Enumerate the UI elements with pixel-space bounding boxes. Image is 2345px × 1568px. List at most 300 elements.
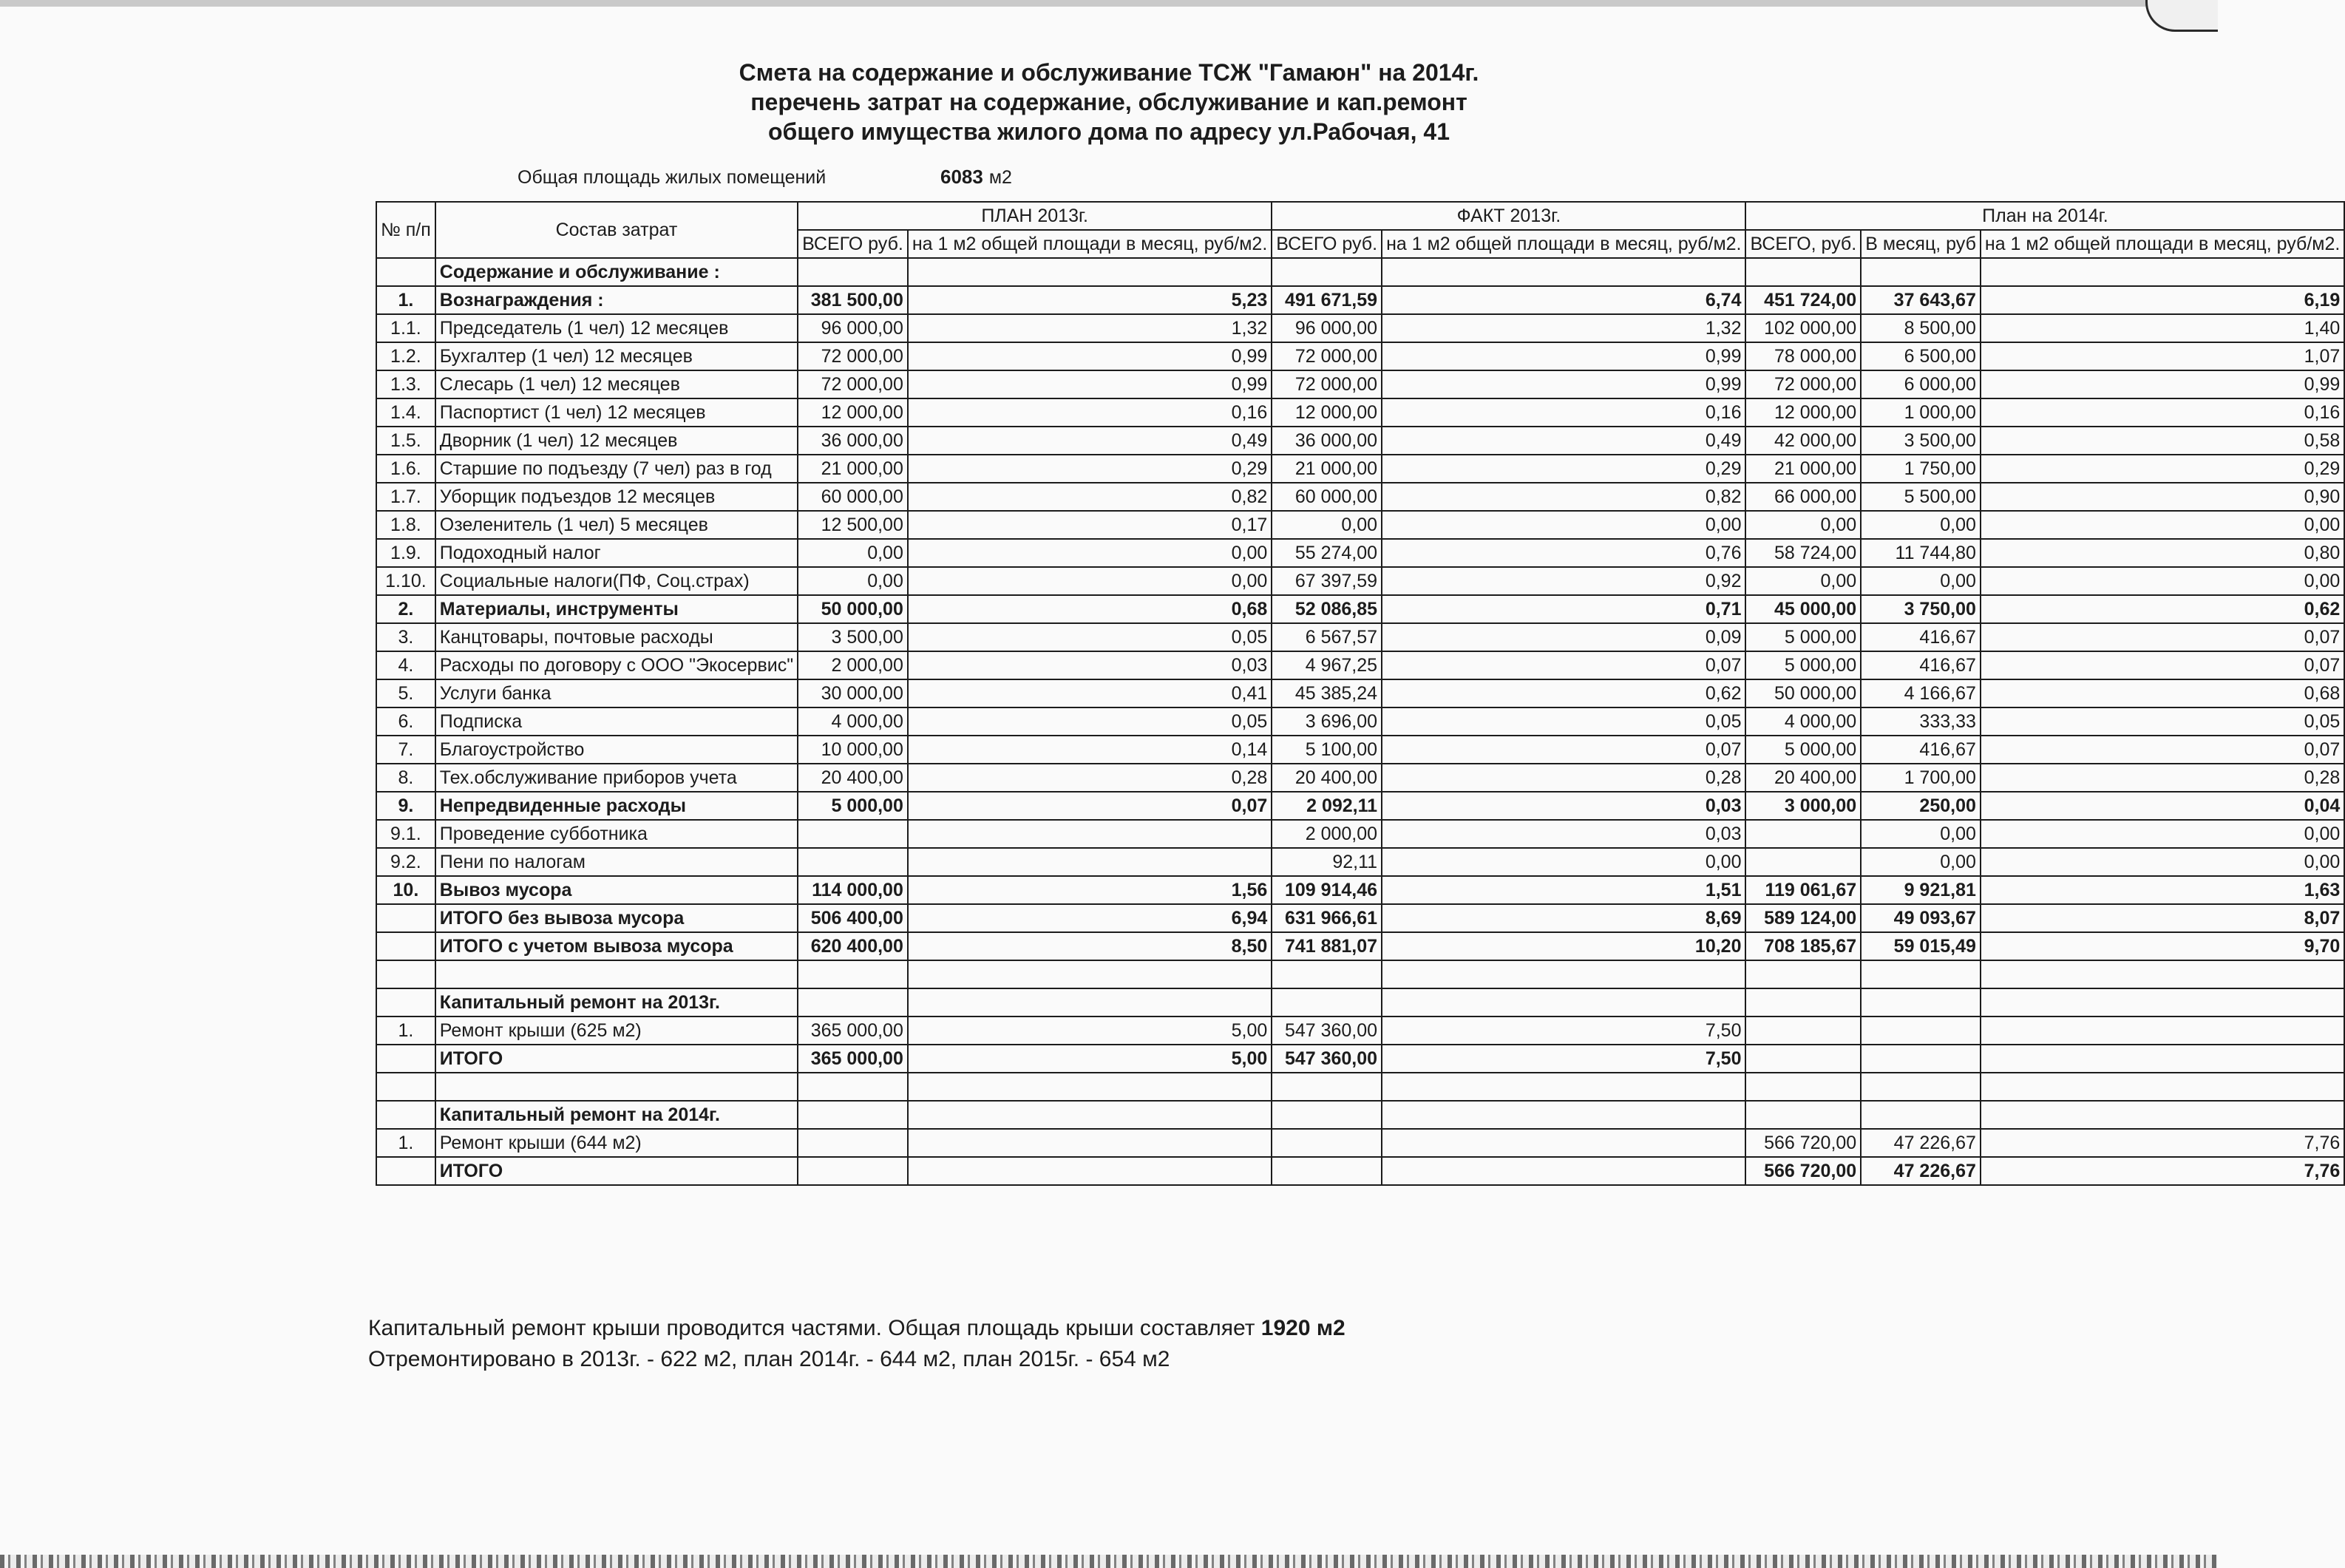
cell-plan-per-m2: 0,41 — [908, 679, 1272, 707]
cell-2014-month: 11 744,80 — [1861, 539, 1981, 567]
cell-fact-total: 36 000,00 — [1272, 427, 1382, 455]
table-row — [376, 848, 2344, 876]
cell-2014-per-m2 — [1981, 960, 2344, 988]
table-row — [376, 623, 2344, 651]
cell-2014-total: 451 724,00 — [1745, 286, 1861, 314]
cell-plan-total — [798, 988, 908, 1017]
living-area-unit: м2 — [988, 167, 1012, 188]
cell-cost-item: Старшие по подъезду (7 чел) раз в год — [435, 455, 798, 483]
cell-fact-total: 0,00 — [1272, 511, 1382, 539]
cell-plan-total: 20 400,00 — [798, 764, 908, 792]
cell-fact-total — [1272, 258, 1382, 286]
cell-2014-month: 1 750,00 — [1861, 455, 1981, 483]
cell-2014-per-m2 — [1981, 988, 2344, 1017]
cell-number: 5. — [376, 679, 435, 707]
cell-number: 7. — [376, 736, 435, 764]
table-row — [376, 511, 2344, 539]
header-plan-2014: План на 2014г. — [1745, 202, 2344, 230]
cell-fact-total: 491 671,59 — [1272, 286, 1382, 314]
cell-2014-per-m2 — [1981, 1073, 2344, 1101]
cell-number: 1.9. — [376, 539, 435, 567]
cell-number: 1.3. — [376, 370, 435, 398]
cell-number: 1.5. — [376, 427, 435, 455]
table-row — [376, 988, 2344, 1017]
cell-2014-total: 4 000,00 — [1745, 707, 1861, 736]
cell-plan-total: 0,00 — [798, 567, 908, 595]
cell-cost-item: Материалы, инструменты — [435, 595, 798, 623]
table-row — [376, 904, 2344, 932]
cell-plan-total: 381 500,00 — [798, 286, 908, 314]
cell-2014-month: 37 643,67 — [1861, 286, 1981, 314]
cell-plan-per-m2: 0,14 — [908, 736, 1272, 764]
cell-fact-per-m2 — [1382, 1129, 1745, 1157]
cell-plan-total: 72 000,00 — [798, 342, 908, 370]
table-row — [376, 679, 2344, 707]
cell-plan-per-m2: 0,03 — [908, 651, 1272, 679]
cell-cost-item: Бухгалтер (1 чел) 12 месяцев — [435, 342, 798, 370]
cell-2014-per-m2: 7,76 — [1981, 1129, 2344, 1157]
cell-plan-per-m2 — [908, 988, 1272, 1017]
cell-plan-per-m2: 5,00 — [908, 1017, 1272, 1045]
cell-fact-per-m2: 0,29 — [1382, 455, 1745, 483]
cell-2014-month: 6 000,00 — [1861, 370, 1981, 398]
cell-plan-per-m2 — [908, 1101, 1272, 1129]
cell-fact-per-m2: 0,92 — [1382, 567, 1745, 595]
cell-plan-per-m2: 0,17 — [908, 511, 1272, 539]
cell-2014-month: 3 750,00 — [1861, 595, 1981, 623]
cell-2014-per-m2: 1,07 — [1981, 342, 2344, 370]
cell-plan-total: 10 000,00 — [798, 736, 908, 764]
cell-2014-month: 416,67 — [1861, 651, 1981, 679]
cell-cost-item: ИТОГО без вывоза мусора — [435, 904, 798, 932]
cell-2014-total: 102 000,00 — [1745, 314, 1861, 342]
cell-plan-total: 12 500,00 — [798, 511, 908, 539]
cell-2014-total: 78 000,00 — [1745, 342, 1861, 370]
cell-plan-total: 30 000,00 — [798, 679, 908, 707]
header-group-row — [376, 202, 2344, 230]
cell-2014-month: 3 500,00 — [1861, 427, 1981, 455]
cell-cost-item: Капитальный ремонт на 2013г. — [435, 988, 798, 1017]
cell-2014-month: 9 921,81 — [1861, 876, 1981, 904]
cell-cost-item — [435, 1073, 798, 1101]
cell-fact-per-m2: 0,03 — [1382, 820, 1745, 848]
cell-fact-total: 72 000,00 — [1272, 370, 1382, 398]
cell-plan-per-m2: 0,29 — [908, 455, 1272, 483]
cell-number: 2. — [376, 595, 435, 623]
cell-2014-month: 0,00 — [1861, 567, 1981, 595]
cell-2014-month: 0,00 — [1861, 820, 1981, 848]
cell-plan-per-m2: 0,68 — [908, 595, 1272, 623]
cell-plan-per-m2: 0,16 — [908, 398, 1272, 427]
cell-plan-total: 36 000,00 — [798, 427, 908, 455]
cell-fact-per-m2: 0,99 — [1382, 370, 1745, 398]
cell-plan-total: 4 000,00 — [798, 707, 908, 736]
cell-plan-per-m2: 1,32 — [908, 314, 1272, 342]
cell-2014-per-m2: 0,00 — [1981, 511, 2344, 539]
cell-fact-per-m2 — [1382, 960, 1745, 988]
header-plan-per-m2: на 1 м2 общей площади в месяц, руб/м2. — [908, 230, 1272, 258]
cell-plan-total — [798, 960, 908, 988]
cell-plan-per-m2: 1,56 — [908, 876, 1272, 904]
cell-plan-total: 96 000,00 — [798, 314, 908, 342]
cell-2014-month: 333,33 — [1861, 707, 1981, 736]
cell-fact-total: 67 397,59 — [1272, 567, 1382, 595]
cell-2014-total — [1745, 1017, 1861, 1045]
cell-cost-item: Пени по налогам — [435, 848, 798, 876]
cell-plan-per-m2: 0,28 — [908, 764, 1272, 792]
table-row — [376, 398, 2344, 427]
table-row — [376, 483, 2344, 511]
title-line-3: общего имущества жилого дома по адресу ул.Рабочая, 41 — [767, 118, 1450, 145]
cell-2014-total: 708 185,67 — [1745, 932, 1861, 960]
cell-number: 10. — [376, 876, 435, 904]
budget-table-body — [376, 258, 2344, 1185]
cell-plan-total: 21 000,00 — [798, 455, 908, 483]
cell-number: 1. — [376, 286, 435, 314]
cell-2014-per-m2 — [1981, 1045, 2344, 1073]
cell-2014-total: 566 720,00 — [1745, 1129, 1861, 1157]
cell-fact-per-m2: 1,32 — [1382, 314, 1745, 342]
cell-plan-total: 365 000,00 — [798, 1017, 908, 1045]
table-row — [376, 1045, 2344, 1073]
cell-number: 6. — [376, 707, 435, 736]
cell-plan-total — [798, 1073, 908, 1101]
cell-2014-per-m2: 0,07 — [1981, 651, 2344, 679]
cell-fact-total: 631 966,61 — [1272, 904, 1382, 932]
cell-cost-item: Содержание и обслуживание : — [435, 258, 798, 286]
cell-number: 3. — [376, 623, 435, 651]
cell-plan-per-m2: 0,82 — [908, 483, 1272, 511]
header-cost-item: Состав затрат — [435, 202, 798, 258]
table-row — [376, 820, 2344, 848]
cell-number: 1.10. — [376, 567, 435, 595]
cell-plan-total — [798, 1157, 908, 1185]
cell-number: 1. — [376, 1017, 435, 1045]
cell-plan-per-m2: 8,50 — [908, 932, 1272, 960]
cell-2014-total: 72 000,00 — [1745, 370, 1861, 398]
table-row — [376, 567, 2344, 595]
cell-number: 9.1. — [376, 820, 435, 848]
cell-plan-total: 3 500,00 — [798, 623, 908, 651]
table-row — [376, 876, 2344, 904]
cell-fact-per-m2: 0,03 — [1382, 792, 1745, 820]
cell-fact-per-m2: 6,74 — [1382, 286, 1745, 314]
cell-cost-item: Проведение субботника — [435, 820, 798, 848]
cell-cost-item: Дворник (1 чел) 12 месяцев — [435, 427, 798, 455]
header-2014-total: ВСЕГО, руб. — [1745, 230, 1861, 258]
cell-cost-item: Подписка — [435, 707, 798, 736]
cell-2014-month — [1861, 258, 1981, 286]
cell-fact-per-m2: 0,62 — [1382, 679, 1745, 707]
header-2014-month: В месяц, руб — [1861, 230, 1981, 258]
footnote-line-1-text: Капитальный ремонт крыши проводится частями. Общая площадь крыши составляет — [368, 1316, 1261, 1340]
cell-plan-total: 0,00 — [798, 539, 908, 567]
cell-2014-per-m2: 0,28 — [1981, 764, 2344, 792]
cell-number — [376, 960, 435, 988]
cell-2014-total: 119 061,67 — [1745, 876, 1861, 904]
cell-2014-per-m2: 0,16 — [1981, 398, 2344, 427]
cell-2014-per-m2: 7,76 — [1981, 1157, 2344, 1185]
table-row — [376, 707, 2344, 736]
cell-2014-total: 66 000,00 — [1745, 483, 1861, 511]
cell-fact-per-m2: 0,05 — [1382, 707, 1745, 736]
cell-fact-per-m2: 10,20 — [1382, 932, 1745, 960]
scan-page-curl — [2145, 0, 2218, 32]
cell-2014-month — [1861, 960, 1981, 988]
table-row — [376, 764, 2344, 792]
cell-cost-item: Озеленитель (1 чел) 5 месяцев — [435, 511, 798, 539]
table-row — [376, 651, 2344, 679]
cell-plan-total — [798, 820, 908, 848]
cell-fact-total — [1272, 1157, 1382, 1185]
cell-fact-per-m2: 0,07 — [1382, 651, 1745, 679]
roof-area-value: 1920 м2 — [1260, 1316, 1345, 1340]
cell-plan-per-m2 — [908, 1073, 1272, 1101]
cell-number — [376, 1045, 435, 1073]
cell-2014-per-m2: 0,68 — [1981, 679, 2344, 707]
cell-2014-month: 1 000,00 — [1861, 398, 1981, 427]
cell-fact-total: 2 000,00 — [1272, 820, 1382, 848]
cell-plan-per-m2 — [908, 820, 1272, 848]
cell-cost-item: Услуги банка — [435, 679, 798, 707]
scan-top-edge — [0, 0, 2148, 7]
cell-2014-month: 0,00 — [1861, 511, 1981, 539]
budget-table — [376, 201, 2345, 1186]
cell-2014-per-m2: 8,07 — [1981, 904, 2344, 932]
cell-fact-per-m2 — [1382, 1073, 1745, 1101]
cell-number: 9. — [376, 792, 435, 820]
cell-2014-month: 250,00 — [1861, 792, 1981, 820]
cell-2014-total: 589 124,00 — [1745, 904, 1861, 932]
cell-2014-month: 49 093,67 — [1861, 904, 1981, 932]
cell-fact-per-m2: 0,71 — [1382, 595, 1745, 623]
header-plan-total: ВСЕГО руб. — [798, 230, 908, 258]
cell-cost-item: Социальные налоги(ПФ, Соц.страх) — [435, 567, 798, 595]
cell-cost-item: Ремонт крыши (644 м2) — [435, 1129, 798, 1157]
cell-2014-month: 4 166,67 — [1861, 679, 1981, 707]
cell-2014-month: 1 700,00 — [1861, 764, 1981, 792]
cell-2014-per-m2: 0,00 — [1981, 848, 2344, 876]
cell-2014-month — [1861, 1073, 1981, 1101]
cell-2014-month: 416,67 — [1861, 623, 1981, 651]
cell-number — [376, 988, 435, 1017]
cell-2014-total: 566 720,00 — [1745, 1157, 1861, 1185]
cell-fact-total: 3 696,00 — [1272, 707, 1382, 736]
cell-fact-per-m2: 0,99 — [1382, 342, 1745, 370]
table-row — [376, 1017, 2344, 1045]
header-fact-per-m2: на 1 м2 общей площади в месяц, руб/м2. — [1382, 230, 1745, 258]
cell-fact-per-m2 — [1382, 1157, 1745, 1185]
cell-cost-item: Благоустройство — [435, 736, 798, 764]
cell-2014-total: 21 000,00 — [1745, 455, 1861, 483]
cell-2014-per-m2: 0,00 — [1981, 567, 2344, 595]
table-row — [376, 792, 2344, 820]
table-row — [376, 595, 2344, 623]
cell-fact-per-m2: 7,50 — [1382, 1017, 1745, 1045]
table-row — [376, 314, 2344, 342]
cell-2014-per-m2: 0,00 — [1981, 820, 2344, 848]
cell-2014-total — [1745, 848, 1861, 876]
cell-number — [376, 932, 435, 960]
cell-number — [376, 904, 435, 932]
cell-2014-month: 8 500,00 — [1861, 314, 1981, 342]
cell-cost-item: Канцтовары, почтовые расходы — [435, 623, 798, 651]
table-row — [376, 1157, 2344, 1185]
cell-fact-total: 20 400,00 — [1272, 764, 1382, 792]
cell-fact-per-m2: 0,00 — [1382, 848, 1745, 876]
table-row — [376, 455, 2344, 483]
cell-2014-per-m2 — [1981, 258, 2344, 286]
cell-plan-per-m2 — [908, 848, 1272, 876]
cell-fact-per-m2 — [1382, 258, 1745, 286]
cell-plan-per-m2 — [908, 1157, 1272, 1185]
cell-2014-per-m2: 0,04 — [1981, 792, 2344, 820]
cell-2014-total — [1745, 820, 1861, 848]
cell-cost-item — [435, 960, 798, 988]
cell-fact-per-m2: 0,00 — [1382, 511, 1745, 539]
cell-2014-total — [1745, 960, 1861, 988]
cell-2014-month — [1861, 1045, 1981, 1073]
cell-fact-total: 96 000,00 — [1272, 314, 1382, 342]
cell-plan-per-m2 — [908, 258, 1272, 286]
cell-fact-total: 547 360,00 — [1272, 1045, 1382, 1073]
cell-2014-total: 42 000,00 — [1745, 427, 1861, 455]
cell-2014-month: 47 226,67 — [1861, 1129, 1981, 1157]
cell-number: 8. — [376, 764, 435, 792]
cell-number: 4. — [376, 651, 435, 679]
cell-cost-item: Капитальный ремонт на 2014г. — [435, 1101, 798, 1129]
cell-2014-per-m2: 0,29 — [1981, 455, 2344, 483]
cell-number — [376, 1157, 435, 1185]
cell-2014-total — [1745, 1101, 1861, 1129]
header-plan-2013: ПЛАН 2013г. — [798, 202, 1272, 230]
cell-2014-total: 45 000,00 — [1745, 595, 1861, 623]
cell-2014-total: 12 000,00 — [1745, 398, 1861, 427]
cell-2014-per-m2: 0,62 — [1981, 595, 2344, 623]
cell-fact-total: 52 086,85 — [1272, 595, 1382, 623]
header-number: № п/п — [376, 202, 435, 258]
cell-fact-total: 72 000,00 — [1272, 342, 1382, 370]
cell-fact-total: 2 092,11 — [1272, 792, 1382, 820]
cell-plan-per-m2: 0,49 — [908, 427, 1272, 455]
cell-fact-total: 12 000,00 — [1272, 398, 1382, 427]
cell-2014-total: 0,00 — [1745, 511, 1861, 539]
cell-plan-per-m2: 0,00 — [908, 567, 1272, 595]
cell-fact-total: 21 000,00 — [1272, 455, 1382, 483]
table-row — [376, 370, 2344, 398]
cell-plan-per-m2: 5,00 — [908, 1045, 1272, 1073]
table-row — [376, 286, 2344, 314]
cell-2014-per-m2: 6,19 — [1981, 286, 2344, 314]
cell-fact-total: 92,11 — [1272, 848, 1382, 876]
cell-2014-per-m2 — [1981, 1101, 2344, 1129]
cell-2014-total: 5 000,00 — [1745, 651, 1861, 679]
cell-number: 1.1. — [376, 314, 435, 342]
cell-2014-month: 416,67 — [1861, 736, 1981, 764]
cell-number: 1.4. — [376, 398, 435, 427]
cell-fact-total: 55 274,00 — [1272, 539, 1382, 567]
cell-fact-total — [1272, 960, 1382, 988]
cell-fact-total — [1272, 1101, 1382, 1129]
cell-plan-per-m2: 0,99 — [908, 342, 1272, 370]
scan-bottom-edge — [0, 1555, 2218, 1568]
cell-plan-total: 506 400,00 — [798, 904, 908, 932]
cell-plan-total — [798, 258, 908, 286]
table-row — [376, 342, 2344, 370]
cell-fact-total — [1272, 1073, 1382, 1101]
cell-cost-item: Расходы по договору с ООО "Экосервис" — [435, 651, 798, 679]
cell-cost-item: Паспортист (1 чел) 12 месяцев — [435, 398, 798, 427]
cell-plan-per-m2 — [908, 960, 1272, 988]
cell-number — [376, 258, 435, 286]
cell-number — [376, 1101, 435, 1129]
cell-2014-month — [1861, 1101, 1981, 1129]
cell-fact-per-m2 — [1382, 988, 1745, 1017]
footnote-line-1 — [368, 1316, 1345, 1341]
cell-plan-total — [798, 1129, 908, 1157]
cell-fact-total: 5 100,00 — [1272, 736, 1382, 764]
cell-fact-per-m2: 0,07 — [1382, 736, 1745, 764]
cell-cost-item: Ремонт крыши (625 м2) — [435, 1017, 798, 1045]
cell-plan-total: 60 000,00 — [798, 483, 908, 511]
living-area-value: 6083 — [940, 166, 983, 188]
table-row — [376, 1101, 2344, 1129]
cell-fact-per-m2: 0,16 — [1382, 398, 1745, 427]
cell-number: 1. — [376, 1129, 435, 1157]
table-row — [376, 960, 2344, 988]
cell-fact-total: 60 000,00 — [1272, 483, 1382, 511]
cell-cost-item: Тех.обслуживание приборов учета — [435, 764, 798, 792]
cell-2014-month: 6 500,00 — [1861, 342, 1981, 370]
cell-fact-per-m2: 0,28 — [1382, 764, 1745, 792]
cell-fact-total: 45 385,24 — [1272, 679, 1382, 707]
cell-plan-total: 114 000,00 — [798, 876, 908, 904]
footnote-line-2: Отремонтировано в 2013г. - 622 м2, план 2014г. - 644 м2, план 2015г. - 654 м2 — [368, 1347, 1170, 1371]
table-row — [376, 427, 2344, 455]
cell-2014-per-m2: 0,58 — [1981, 427, 2344, 455]
cell-plan-total: 72 000,00 — [798, 370, 908, 398]
cell-2014-total: 50 000,00 — [1745, 679, 1861, 707]
cell-2014-total: 58 724,00 — [1745, 539, 1861, 567]
living-area-line — [517, 166, 1012, 189]
cell-plan-per-m2: 0,99 — [908, 370, 1272, 398]
cell-fact-total: 6 567,57 — [1272, 623, 1382, 651]
cell-2014-total: 5 000,00 — [1745, 736, 1861, 764]
cell-number: 9.2. — [376, 848, 435, 876]
cell-2014-per-m2: 0,90 — [1981, 483, 2344, 511]
living-area-label: Общая площадь жилых помещений — [517, 167, 827, 188]
document-title — [0, 58, 2218, 146]
title-line-2: перечень затрат на содержание, обслуживание и кап.ремонт — [750, 89, 1467, 115]
cell-number: 1.6. — [376, 455, 435, 483]
header-fact-total: ВСЕГО руб. — [1272, 230, 1382, 258]
cell-number: 1.8. — [376, 511, 435, 539]
cell-cost-item: Непредвиденные расходы — [435, 792, 798, 820]
cell-number: 1.2. — [376, 342, 435, 370]
cell-plan-per-m2: 6,94 — [908, 904, 1272, 932]
cell-fact-total: 741 881,07 — [1272, 932, 1382, 960]
cell-fact-total — [1272, 988, 1382, 1017]
cell-fact-per-m2: 0,76 — [1382, 539, 1745, 567]
cell-cost-item: Слесарь (1 чел) 12 месяцев — [435, 370, 798, 398]
cell-plan-total: 2 000,00 — [798, 651, 908, 679]
cell-plan-total: 620 400,00 — [798, 932, 908, 960]
cell-2014-per-m2: 0,07 — [1981, 623, 2344, 651]
cell-2014-month — [1861, 1017, 1981, 1045]
cell-2014-total — [1745, 258, 1861, 286]
cell-plan-total — [798, 848, 908, 876]
header-fact-2013: ФАКТ 2013г. — [1272, 202, 1745, 230]
